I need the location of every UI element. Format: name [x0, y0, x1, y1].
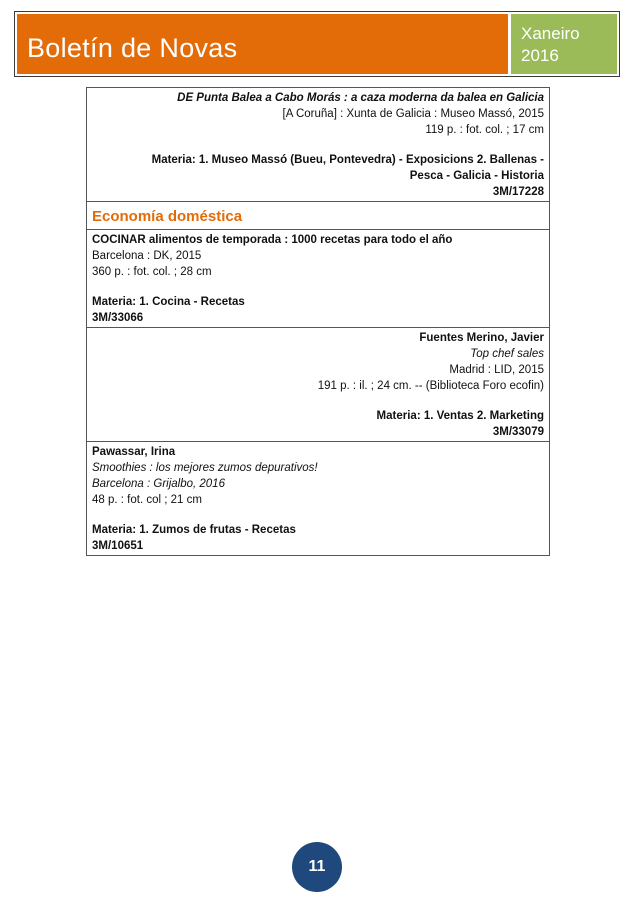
- entry-imprint: Madrid : LID, 2015: [449, 364, 544, 376]
- entry-call-number: 3M/10651: [92, 540, 144, 552]
- catalog-entry-punta-balea: [87, 88, 549, 202]
- entry-call-number: 3M/17228: [492, 186, 544, 198]
- issue-year: 2016: [521, 46, 559, 65]
- entry-subject: Materia: 1. Cocina - Recetas: [92, 296, 245, 308]
- entry-imprint: Barcelona : Grijalbo, 2016: [92, 478, 225, 490]
- entry-description: 119 p. : fot. col. ; 17 cm: [425, 124, 544, 136]
- catalog-table: [86, 87, 550, 556]
- entry-title: Smoothies : los mejores zumos depurativos!: [92, 462, 318, 474]
- entry-description: 191 p. : il. ; 24 cm. -- (Biblioteca Foro ecofin): [317, 380, 544, 392]
- entry-imprint: Barcelona : DK, 2015: [92, 250, 202, 262]
- entry-description: 360 p. : fot. col. ; 28 cm: [92, 266, 212, 278]
- entry-subject: Materia: 1. Museo Massó (Bueu, Pontevedra) - Exposicions 2. Ballenas -: [151, 154, 544, 166]
- bulletin-title: Boletín de Novas: [17, 14, 508, 74]
- entry-title: DE Punta Balea a Cabo Morás : a caza moderna da balea en Galicia: [177, 92, 544, 104]
- catalog-entry-top-chef-sales: [87, 328, 549, 442]
- entry-subject: Materia: 1. Zumos de frutas - Recetas: [92, 524, 296, 536]
- entry-call-number: 3M/33066: [92, 312, 144, 324]
- entry-call-number: 3M/33079: [492, 426, 544, 438]
- issue-month: Xaneiro: [521, 24, 580, 43]
- entry-title: Top chef sales: [470, 348, 544, 360]
- entry-author: Pawassar, Irina: [92, 446, 176, 458]
- entry-author: Fuentes Merino, Javier: [419, 332, 544, 344]
- entry-imprint: [A Coruña] : Xunta de Galicia : Museo Massó, 2015: [282, 108, 544, 120]
- entry-description: 48 p. : fot. col ; 21 cm: [92, 494, 202, 506]
- issue-date: [511, 14, 617, 74]
- section-heading: Economía doméstica: [87, 202, 549, 230]
- page-number: 11: [292, 842, 342, 892]
- header-banner: [14, 11, 620, 77]
- catalog-entry-smoothies: [87, 442, 549, 555]
- catalog-entry-cocinar: [87, 230, 549, 328]
- entry-title: COCINAR alimentos de temporada : 1000 recetas para todo el año: [92, 234, 453, 246]
- entry-subject-continued: Pesca - Galicia - Historia: [409, 170, 544, 182]
- entry-subject: Materia: 1. Ventas 2. Marketing: [376, 410, 544, 422]
